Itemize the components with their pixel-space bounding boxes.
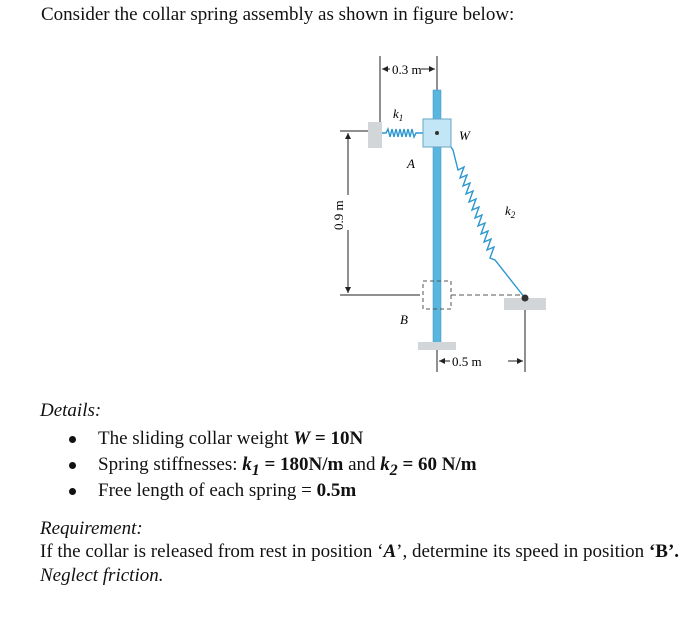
- spring-k1: [382, 129, 423, 137]
- requirement-body: If the collar is released from rest in position ‘A’, determine its speed in position ‘B’.: [40, 541, 680, 562]
- requirement-note: Neglect friction.: [40, 565, 164, 586]
- details-list: [66, 426, 477, 504]
- details-title: Details:: [40, 400, 102, 421]
- dim-top-label: 0.3 m: [392, 62, 422, 77]
- bottom-support: [418, 342, 456, 350]
- left-wall: [368, 122, 382, 148]
- a-label: A: [407, 156, 415, 171]
- k1-label: $k_1$: [393, 106, 404, 123]
- dim-bottom-label: 0.5 m: [452, 354, 482, 369]
- dimension-bottom: [437, 310, 525, 372]
- collar-spring-figure: [320, 40, 560, 385]
- list-item: Free length of each spring = 0.5m: [66, 478, 477, 504]
- list-item: Spring stiffnesses: $k_1 = 180N/m$ and $k_2 = 60$ N/m: [66, 452, 477, 478]
- b-label: B: [400, 312, 408, 327]
- dim-left-label: 0.9 m: [331, 200, 346, 230]
- requirement-title: Requirement:: [40, 518, 143, 539]
- w-label: W: [459, 128, 470, 143]
- intro-text: Consider the collar spring assembly as shown in figure below:: [41, 4, 515, 25]
- list-item: The sliding collar weight W = 10N: [66, 426, 477, 452]
- k2-label: $k_2$: [505, 203, 516, 220]
